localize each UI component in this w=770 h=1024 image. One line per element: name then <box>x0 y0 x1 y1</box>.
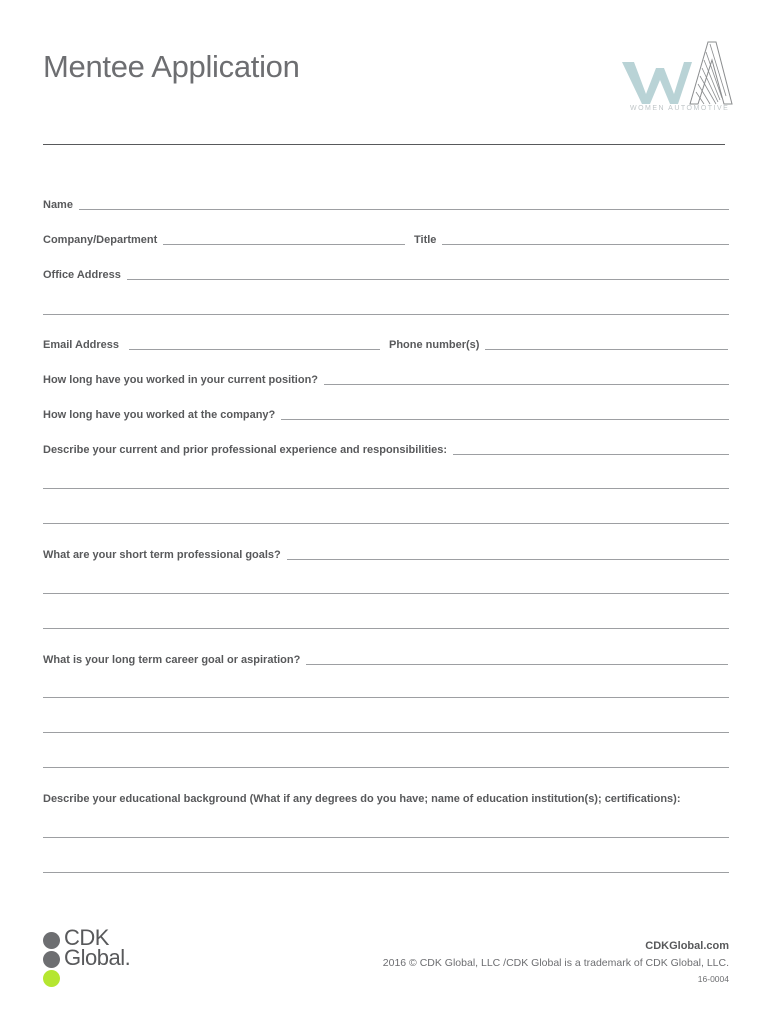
logo-dot-1 <box>43 932 60 949</box>
cdk-global-logo <box>43 925 143 988</box>
name-input-line[interactable] <box>79 209 729 210</box>
women-automotive-logo <box>620 38 735 118</box>
office-address-input-line[interactable] <box>127 279 729 280</box>
office-address-line-2[interactable] <box>43 314 729 315</box>
education-field <box>43 790 729 806</box>
at-company-label: How long have you worked at the company? <box>43 409 276 421</box>
current-position-input-line[interactable] <box>324 384 729 385</box>
short-term-goals-line-3[interactable] <box>43 628 729 629</box>
long-term-goal-label: What is your long term career goal or aspiration? <box>43 654 301 666</box>
experience-input-line[interactable] <box>453 454 729 455</box>
education-line-1[interactable] <box>43 837 729 838</box>
long-term-goal-field <box>43 651 728 667</box>
company-label: Company/Department <box>43 234 158 246</box>
education-label: Describe your educational background (What if any degrees do you have; name of education institution(s); certifications): <box>43 793 681 805</box>
at-company-field <box>43 406 729 422</box>
company-input-line[interactable] <box>163 244 405 245</box>
at-company-input-line[interactable] <box>281 419 729 420</box>
title-input-line[interactable] <box>442 244 729 245</box>
long-term-goal-line-2[interactable] <box>43 697 729 698</box>
office-address-field <box>43 266 729 282</box>
short-term-goals-line-2[interactable] <box>43 593 729 594</box>
wa-logo-mark <box>620 38 735 106</box>
experience-label: Describe your current and prior professional experience and responsibilities: <box>43 444 448 456</box>
name-label: Name <box>43 199 73 211</box>
title-label: Title <box>414 234 437 246</box>
company-field <box>43 231 405 247</box>
logo-dot-accent <box>43 970 60 987</box>
name-field <box>43 196 729 212</box>
long-term-goal-line-4[interactable] <box>43 767 729 768</box>
long-term-goal-line-3[interactable] <box>43 732 729 733</box>
logo-dot-2 <box>43 951 60 968</box>
email-input-line[interactable] <box>129 349 380 350</box>
phone-label: Phone number(s) <box>389 339 480 351</box>
experience-line-3[interactable] <box>43 523 729 524</box>
office-address-label: Office Address <box>43 269 121 281</box>
page-title: Mentee Application <box>43 49 300 84</box>
long-term-goal-input-line[interactable] <box>306 664 728 665</box>
footer-doc-code: 16-0004 <box>697 974 729 984</box>
phone-input-line[interactable] <box>485 349 728 350</box>
header-divider <box>43 144 725 145</box>
footer-website: CDKGlobal.com <box>645 940 729 952</box>
title-field <box>414 231 729 247</box>
experience-line-2[interactable] <box>43 488 729 489</box>
current-position-field <box>43 371 729 387</box>
email-label: Email Address <box>43 339 120 351</box>
email-field <box>43 336 380 352</box>
footer-copyright: 2016 © CDK Global, LLC /CDK Global is a trademark of CDK Global, LLC. <box>382 957 729 969</box>
logo-word-global: Global. <box>64 945 131 970</box>
logo-tagline: WOMEN AUTOMOTIVE <box>630 105 730 112</box>
short-term-goals-field <box>43 546 729 562</box>
phone-field <box>389 336 728 352</box>
experience-field <box>43 441 729 457</box>
short-term-goals-label: What are your short term professional goals? <box>43 549 281 561</box>
logo-word-cdk: CDK <box>64 925 109 950</box>
short-term-goals-input-line[interactable] <box>287 559 729 560</box>
education-line-2[interactable] <box>43 872 729 873</box>
current-position-label: How long have you worked in your current position? <box>43 374 319 386</box>
